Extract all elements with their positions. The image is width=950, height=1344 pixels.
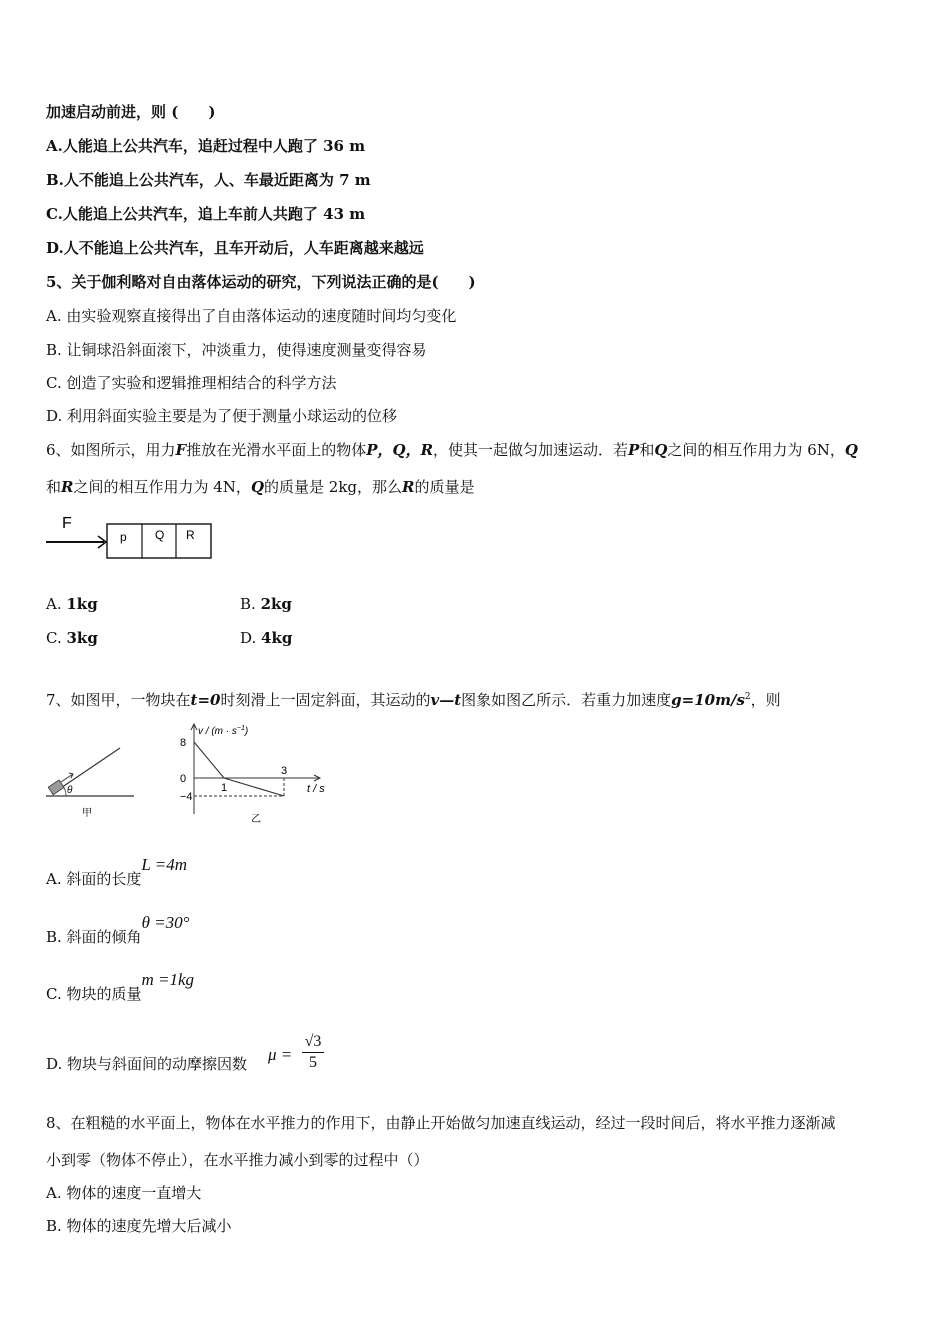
x-tick-label: 3 [281,765,288,777]
block-p-label: p [120,530,127,544]
q6-option-d: D. 4kg [240,629,293,647]
y-tick-label: 8 [180,737,187,749]
q6-option-c: C. 3kg [46,629,98,647]
q5-option-c: C. 创造了实验和逻辑推理相结合的科学方法 [46,374,337,392]
x-tick-label: 1 [221,782,228,794]
q8-stem-line1: 8、在粗糙的水平面上，物体在水平推力的作用下，由静止开始做匀加速直线运动，经过一段时间后，将水平推力逐渐减 [46,1114,836,1132]
force-label: F [62,515,72,532]
figure-caption-yi: 乙 [251,814,261,825]
q4-option-d: D.人不能追上公共汽车，且车开动后，人车距离越来越远 [46,239,424,257]
q8-option-b: B. 物体的速度先增大后减小 [46,1217,232,1235]
q6-stem-line2: 和R之间的相互作用力为 4N，Q的质量是 2kg，那么R的质量是 [46,478,475,496]
q6-option-a: A. 1kg [46,595,98,613]
angle-label: θ [67,785,73,796]
q4-option-b: B.人不能追上公共汽车，人、车最近距离为 7 m [46,171,371,189]
q5-stem: 5、关于伽利略对自由落体运动的研究，下列说法正确的是( ) [46,273,476,291]
q4-stem: 加速启动前进，则 ( ) [46,103,216,121]
q7-figure-incline [42,740,142,822]
q8-option-a: A. 物体的速度一直增大 [46,1184,202,1202]
y-axis-label: $v / (m \cdot s^{-1})$ [198,725,249,737]
q7-vt-chart [168,718,338,826]
fraction-numerator: √3 [302,1032,324,1053]
q5-option-d: D. 利用斜面实验主要是为了便于测量小球运动的位移 [46,407,398,425]
y-tick-label: −4 [180,791,193,803]
q5-option-a: A. 由实验观察直接得出了自由落体运动的速度随时间均匀变化 [46,307,457,325]
q4-option-c: C.人能追上公共汽车，追上车前人共跑了 43 m [46,205,366,223]
q5-option-b: B. 让铜球沿斜面滚下，冲淡重力，使得速度测量变得容易 [46,341,427,359]
q7-option-c: C. 物块的质量m =1kg [46,970,195,1003]
figure-caption-jia: 甲 [82,808,92,819]
q4-option-a: A.人能追上公共汽车，追赶过程中人跑了 36 m [46,137,366,155]
option-c-math: m =1kg [141,970,195,989]
fraction [302,1032,324,1073]
q7-stem: 7、如图甲，一物块在t=0时刻滑上一固定斜面，其运动的v—t图象如图乙所示．若重力加速度$g=10m/s^2$，则 [46,691,781,709]
q7-option-a: A. 斜面的长度L =4m [46,855,188,888]
q7-option-b: B. 斜面的倾角θ =30° [46,913,190,946]
block-q-label: Q [155,528,165,542]
q6-option-b: B. 2kg [240,595,292,613]
option-b-math: θ =30° [141,913,190,932]
block-r-label: R [186,528,195,542]
velocity-series-line [194,742,284,796]
mu-symbol: μ = [268,1045,293,1064]
fraction-denominator: 5 [309,1054,317,1071]
q6-stem-line1: 6、如图所示，用力F推放在光滑水平面上的物体P，Q，R，使其一起做匀加速运动．若P和Q之间的相互作用力为 6N，Q [46,441,858,459]
x-axis-label: t / s [307,783,325,795]
q8-stem-line2: 小到零（物体不停止），在水平推力减小到零的过程中（） [46,1151,429,1169]
y-tick-label: 0 [180,773,187,785]
q6-figure-blocks [40,508,220,564]
option-a-math: L =4m [141,855,188,874]
